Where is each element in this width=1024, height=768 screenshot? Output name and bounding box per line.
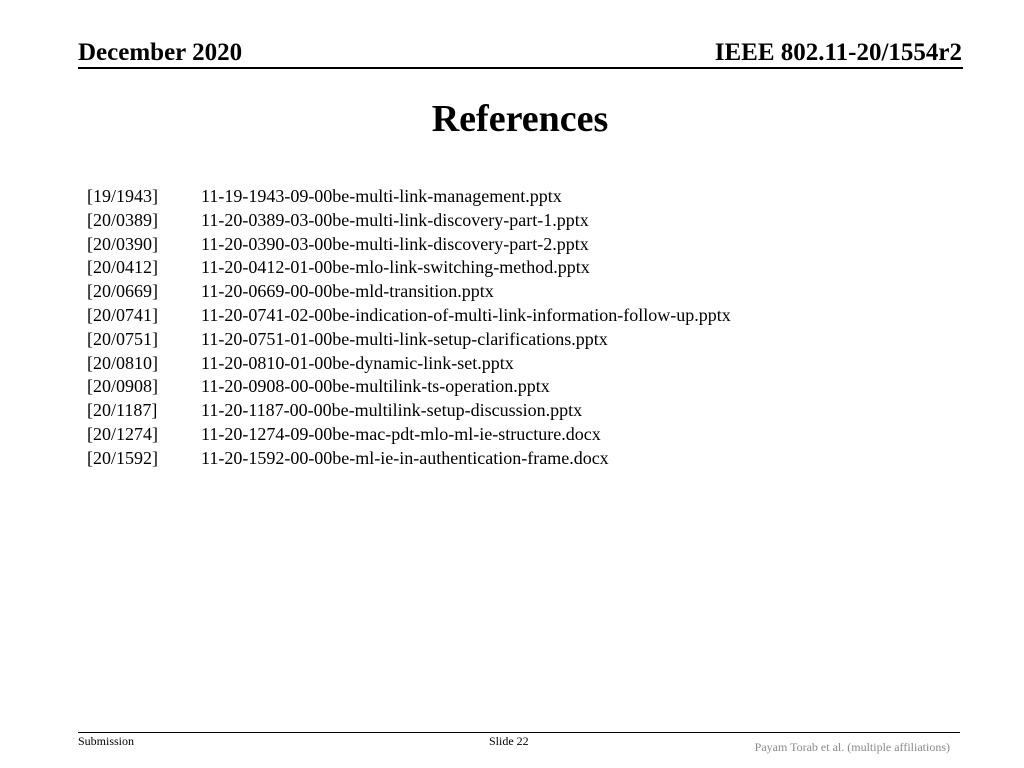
reference-file: 11-20-0810-01-00be-dynamic-link-set.pptx (201, 352, 514, 373)
footer-slide-number: Slide 22 (489, 734, 529, 748)
reference-file: 11-20-1187-00-00be-multilink-setup-discussion.pptx (201, 400, 583, 421)
reference-key: [20/0751] (87, 328, 158, 349)
reference-key: [20/1274] (87, 423, 158, 444)
reference-item (87, 447, 731, 471)
reference-list (87, 185, 731, 471)
reference-item (87, 375, 731, 399)
reference-file: 11-20-1274-09-00be-mac-pdt-mlo-ml-ie-structure.docx (201, 423, 601, 444)
reference-key: [20/0389] (87, 209, 158, 230)
reference-file: 11-20-0390-03-00be-multi-link-discovery-part-2.pptx (201, 233, 589, 254)
footer-submission: Submission (78, 734, 135, 748)
reference-file: 11-20-0389-03-00be-multi-link-discovery-part-1.pptx (201, 209, 589, 230)
reference-item (87, 209, 731, 233)
reference-file: 11-19-1943-09-00be-multi-link-management.pptx (201, 186, 562, 206)
reference-item (87, 280, 731, 304)
reference-item (87, 256, 731, 280)
reference-item (87, 233, 731, 257)
reference-item (87, 304, 731, 328)
reference-item (87, 423, 731, 447)
reference-item (87, 185, 731, 209)
reference-file: 11-20-0908-00-00be-multilink-ts-operation.pptx (201, 376, 550, 397)
reference-key: [20/1592] (87, 447, 158, 468)
reference-key: [20/0669] (87, 281, 158, 302)
reference-item (87, 399, 731, 423)
reference-key: [20/0810] (87, 352, 158, 373)
reference-file: 11-20-0751-01-00be-multi-link-setup-clarifications.pptx (201, 328, 608, 349)
reference-file: 11-20-0669-00-00be-mld-transition.pptx (201, 281, 494, 302)
reference-key: [20/0741] (87, 304, 158, 325)
reference-file: 11-20-0741-02-00be-indication-of-multi-link-information-follow-up.pptx (201, 304, 731, 325)
header-divider (78, 67, 963, 69)
footer-divider (78, 732, 960, 733)
reference-file: 11-20-0412-01-00be-mlo-link-switching-method.pptx (201, 257, 590, 278)
footer-authors: Payam Torab et al. (multiple affiliations) (754, 740, 950, 754)
reference-item (87, 328, 731, 352)
reference-file: 11-20-1592-00-00be-ml-ie-in-authentication-frame.docx (201, 447, 609, 468)
header-date: December 2020 (78, 39, 243, 66)
slide-title: References (431, 98, 609, 140)
reference-key: [20/0908] (87, 376, 158, 397)
reference-key: [20/0390] (87, 233, 158, 254)
reference-item (87, 352, 731, 376)
header-doc-id: IEEE 802.11-20/1554r2 (714, 39, 962, 66)
reference-key: [20/1187] (87, 400, 158, 421)
reference-key: [20/0412] (87, 257, 158, 278)
reference-key: [19/1943] (87, 186, 158, 206)
